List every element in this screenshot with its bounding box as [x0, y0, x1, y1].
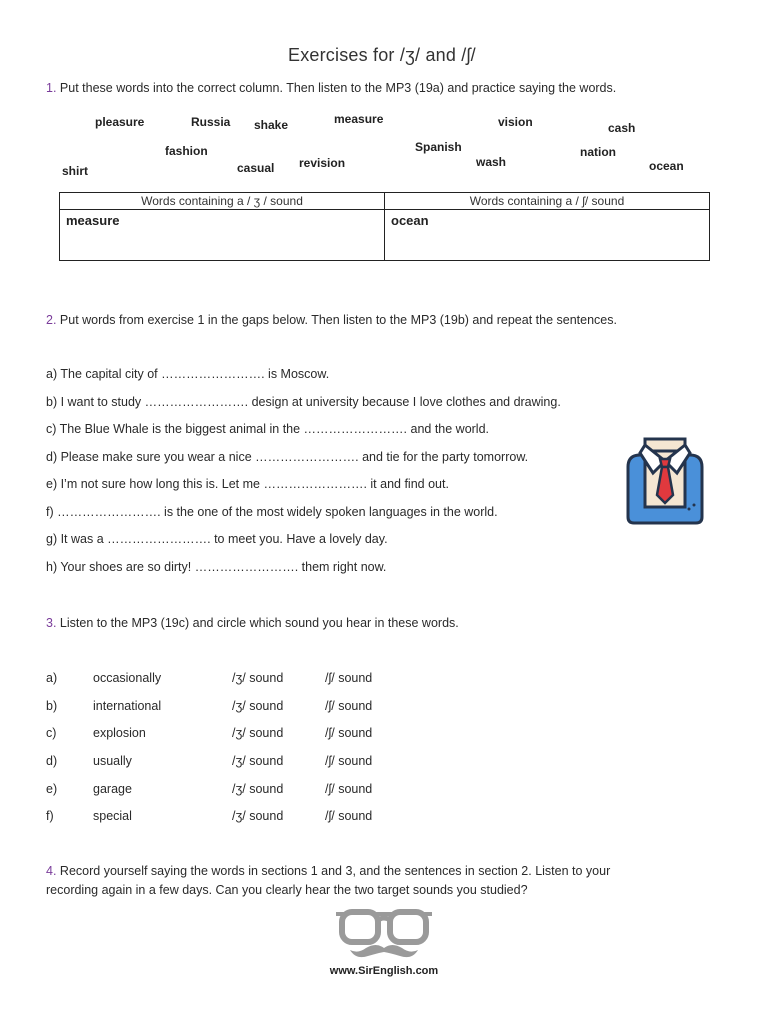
sentence-e: e) I’m not sure how long this is. Let me ……………………. it and find out. — [46, 477, 449, 491]
sentence-a: a) The capital city of ……………………. is Moscow. — [46, 367, 330, 381]
ex4-text-line2: recording again in a few days. Can you clearly hear the two target sounds you studied? — [46, 883, 528, 897]
sentence-b: b) I want to study ……………………. design at university because I love clothes and drawing. — [46, 395, 561, 409]
sentence-g: g) It was a ……………………. to meet you. Have a lovely day. — [46, 532, 388, 546]
word-item: pleasure — [95, 115, 145, 129]
row-word: international — [93, 699, 162, 713]
word-item: casual — [237, 161, 275, 175]
row-word: usually — [93, 754, 132, 768]
row-letter: c) — [46, 726, 57, 740]
column-header-sh: Words containing a / ʃ/ sound — [385, 193, 710, 210]
page-title: Exercises for /ʒ/ and /ʃ/ — [288, 45, 476, 65]
ex4-line1 — [46, 864, 610, 878]
ex1-instruction-line — [46, 81, 616, 95]
glasses-mustache-logo — [334, 906, 434, 962]
option-sh[interactable]: /ʃ/ sound — [325, 726, 373, 740]
row-word: special — [93, 809, 132, 823]
row-letter: d) — [46, 754, 58, 768]
row-letter: a) — [46, 671, 58, 685]
option-sh[interactable]: /ʃ/ sound — [325, 809, 373, 823]
ex2-number: 2. — [46, 313, 57, 327]
ex4-text-line1: Record yourself saying the words in sections 1 and 3, and the sentences in section 2. Listen to your — [59, 864, 611, 878]
column-header-zh: Words containing a / ʒ / sound — [60, 193, 385, 210]
sound-columns-table — [59, 192, 710, 261]
word-item: revision — [299, 156, 346, 170]
ex1-number: 1. — [46, 81, 57, 95]
sentence-h: h) Your shoes are so dirty! ……………………. them right now. — [46, 560, 387, 574]
word-item: cash — [608, 121, 636, 135]
option-zh[interactable]: /ʒ/ sound — [232, 726, 284, 740]
option-sh[interactable]: /ʃ/ sound — [325, 754, 373, 768]
option-zh[interactable]: /ʒ/ sound — [232, 782, 284, 796]
footer-website: www.SirEnglish.com — [329, 965, 439, 977]
word-item: wash — [476, 155, 507, 169]
row-word: occasionally — [93, 671, 162, 685]
ex2-instruction-line — [46, 313, 617, 327]
option-zh[interactable]: /ʒ/ sound — [232, 699, 284, 713]
word-item: fashion — [165, 144, 208, 158]
ex3-instruction-line — [46, 616, 459, 630]
row-letter: e) — [46, 782, 58, 796]
shirt-tie-icon — [618, 437, 712, 527]
ex3-instruction: Listen to the MP3 (19c) and circle which sound you hear in these words. — [59, 616, 459, 630]
word-item: measure — [334, 112, 384, 126]
word-item: ocean — [649, 159, 684, 173]
row-letter: b) — [46, 699, 58, 713]
word-item: shirt — [62, 164, 89, 178]
option-sh[interactable]: /ʃ/ sound — [325, 699, 373, 713]
option-sh[interactable]: /ʃ/ sound — [325, 782, 373, 796]
word-item: Russia — [191, 115, 231, 129]
word-item: shake — [254, 118, 289, 132]
word-item: vision — [498, 115, 533, 129]
word-item: nation — [580, 145, 616, 159]
sentence-c: c) The Blue Whale is the biggest animal in the ……………………. and the world. — [46, 422, 490, 436]
row-word: explosion — [93, 726, 146, 740]
option-sh[interactable]: /ʃ/ sound — [325, 671, 373, 685]
ex4-number: 4. — [46, 864, 57, 878]
option-zh[interactable]: /ʒ/ sound — [232, 671, 284, 685]
ex2-instruction: Put words from exercise 1 in the gaps below. Then listen to the MP3 (19b) and repeat the sentences. — [59, 313, 617, 327]
ex3-number: 3. — [46, 616, 57, 630]
row-word: garage — [93, 782, 132, 796]
sentence-f: f) ……………………. is the one of the most widely spoken languages in the world. — [46, 505, 498, 519]
option-zh[interactable]: /ʒ/ sound — [232, 809, 284, 823]
sentence-d: d) Please make sure you wear a nice ……………………. and tie for the party tomorrow. — [46, 450, 529, 464]
row-letter: f) — [46, 809, 54, 823]
option-zh[interactable]: /ʒ/ sound — [232, 754, 284, 768]
column-cell-sh: ocean — [385, 210, 710, 261]
column-cell-zh: measure — [60, 210, 385, 261]
word-item: Spanish — [415, 140, 462, 154]
ex1-instruction: Put these words into the correct column. Then listen to the MP3 (19a) and practice saying the words. — [59, 81, 617, 95]
